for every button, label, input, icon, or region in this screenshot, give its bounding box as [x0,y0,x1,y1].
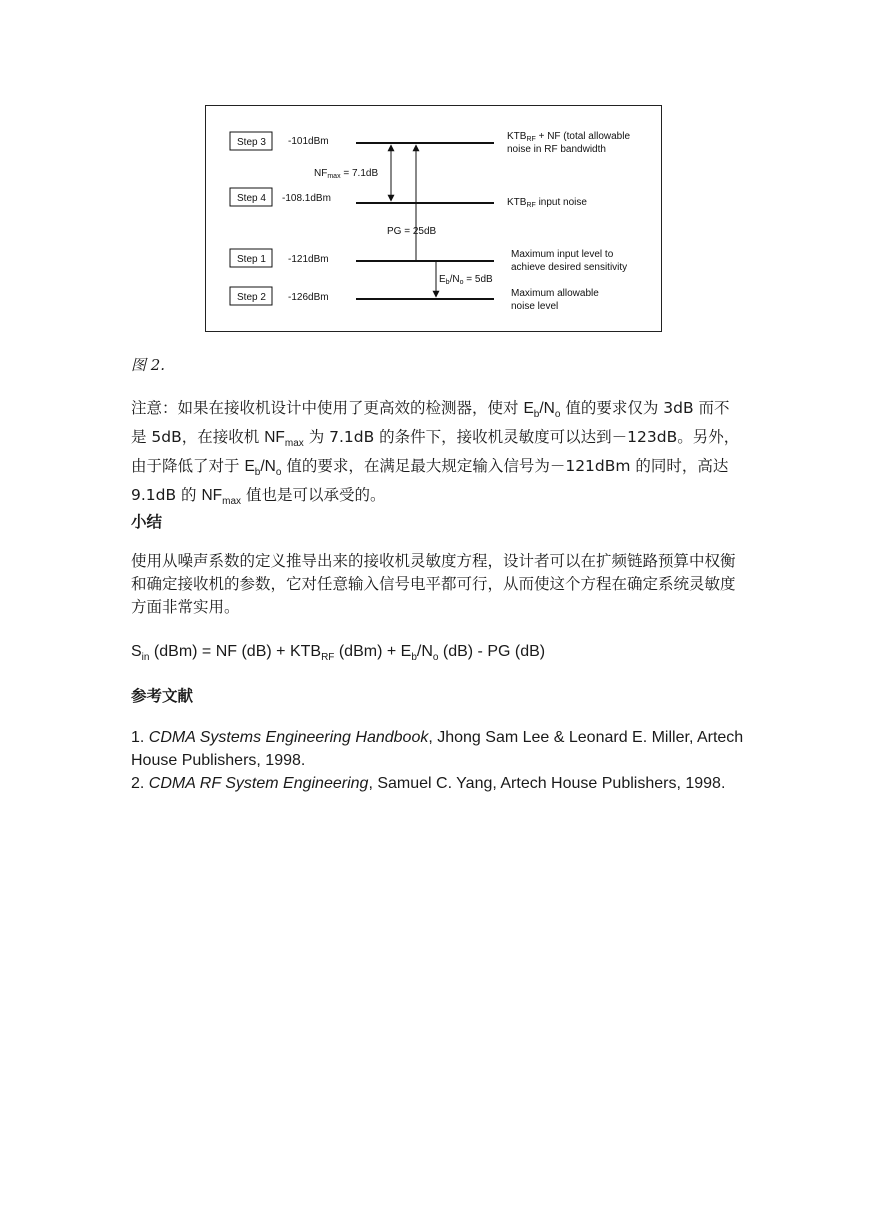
nf-label: $NF_{max} = 7.1dB$ [314,168,379,180]
level-101: -101dBm [288,136,329,147]
ebno-label: $E_b/N_o = 5dB$ [439,274,493,286]
desc-step-4: $KTB_{RF}$ input noise [507,197,587,209]
reference-item-2: 2. CDMA RF System Engineering, Samuel C. Yang, Artech House Publishers, 1998. [131,775,726,792]
references-heading: 参考文献 [131,687,194,705]
references-list [131,726,746,795]
desc-step-3-line-1: $KTB_{RF}$ + NF (total allowable [507,131,631,143]
desc-step-1-line-1: Maximum input level to [511,249,614,260]
step-2-label: Step 2 [237,292,266,303]
step-1-label: Step 1 [237,254,266,265]
diagram-canvas [206,106,661,331]
sensitivity-formula: $S_{in}$ (dBm) = NF $(dB) + KTB_{RF}$ $(dBm) + E_b/N_o$ (dB) - PG (dB) [131,643,546,664]
step-4-label: Step 4 [237,193,266,204]
summary-paragraph: 使用从噪声系数的定义推导出来的接收机灵敏度方程，设计者可以在扩频链路预算中权衡和确定接收机的参数，它对任意输入信号电平都可行，从而使这个方程在确定系统灵敏度方面非常实用。 [131,552,736,616]
figure-caption: 图 2. [131,356,166,374]
desc-step-1-line-2: achieve desired sensitivity [511,262,628,273]
level-108: -108.1dBm [282,193,331,204]
desc-step-3-line-2: noise in RF bandwidth [507,144,606,155]
note-paragraph: 注意：如果在接收机设计中使用了更高效的检测器，使对 $E_b/N_o$ 值的要求仅为 3dB 而不是 5dB，在接收机 $NF_{max}$ 为 7.1dB 的条件下，接收机灵敏度可以达到－123dB。另外，由于降低了对于 $E_b/N_o$ 值的要求，在满足最大规定输入信号为－121dBm 的同时，高达 9.1dB 的 $NF_{max}$ 值也是可以承受的。 [131,399,740,508]
desc-step-2-line-1: Maximum allowable [511,288,599,299]
level-121: -121dBm [288,254,329,265]
noise-level-diagram [205,105,662,332]
summary-heading: 小结 [131,513,163,531]
level-126: -126dBm [288,292,329,303]
desc-step-2-line-2: noise level [511,301,559,312]
reference-item-1: 1. CDMA Systems Engineering Handbook, Jhong Sam Lee & Leonard E. Miller, Artech House Publishers, 1998. [131,729,744,769]
step-3-label: Step 3 [237,137,266,148]
pg-label: PG = 25dB [387,226,437,237]
